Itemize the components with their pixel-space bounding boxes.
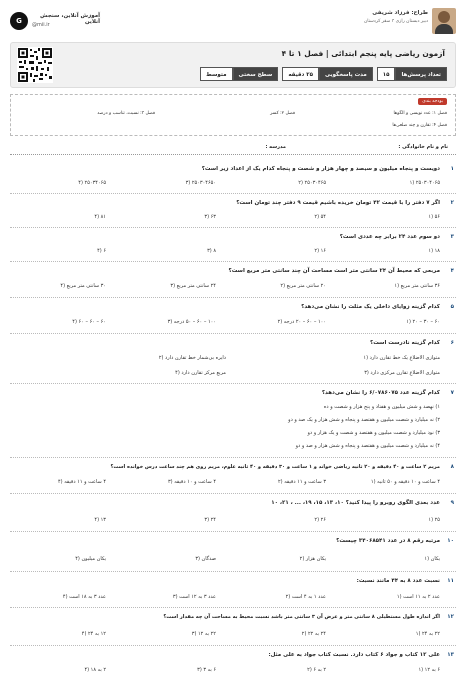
- question-text: مریم ۲ ساعت و ۴۰ دقیقه و ۲۰ ثانیه ریاضی خواند و ۱ ساعت و ۳۰ دقیقه و ۴۰ ثانیه علوم، مریم روی هم چند ساعت درس خوانده است؟: [110, 464, 440, 470]
- option-2[interactable]: ۲۴ به ۲۲ (۲: [301, 631, 326, 637]
- student-info-row: [10, 141, 456, 155]
- option-1[interactable]: ۱۸ (۱: [428, 248, 440, 254]
- exam-title: آزمون ریاضی پایه پنجم ابتدائی | فصل ۱ تا ۴: [281, 49, 445, 58]
- topic-item: فصل ۲: کسر: [270, 111, 295, 116]
- question-text: کدام گزینه زوایای داخلی یک مثلث را نشان می‌دهد؟: [301, 304, 440, 310]
- question-4: [10, 266, 456, 298]
- question-text: دویست و پنجاه میلیون و سیصد و چهار هزار و شصت و پنجاه کدام یک از اعداد زیر است؟: [201, 166, 440, 172]
- option-3[interactable]: ۲۴ (۳: [204, 517, 216, 523]
- option-4[interactable]: ۴) نه میلیارد و شصت میلیون و هفتصد و پنجاه و شش هزار و صد و دو: [295, 443, 440, 449]
- question-text: اگر اندازه طول مستطیلی ۸ سانتی متر و عرض آن ۳ سانتی متر باشد نسبت محیط به مساحت آن چه مقدار است؟: [163, 614, 440, 620]
- author-avatar: [432, 8, 456, 34]
- brand-logo-icon: G: [10, 12, 28, 30]
- option-1[interactable]: ۳۶ سانتی متر مربع (۱: [394, 283, 440, 289]
- option-3[interactable]: ۶۳ (۳: [204, 214, 216, 220]
- option-1[interactable]: ۵۶ (۱: [428, 214, 440, 220]
- brand-handle: @mii.ir: [32, 22, 50, 28]
- option-3[interactable]: ۴ ساعت و ۱۰ دقیقه (۳: [167, 479, 216, 485]
- option-4[interactable]: ۳۰ سانتی متر مربع (۴: [60, 283, 106, 289]
- option-1[interactable]: عدد ۲ به ۱۱ است (۱: [396, 594, 440, 600]
- header: [4, 4, 462, 42]
- option-1[interactable]: ۲۲ به ۲۴ (۱: [415, 631, 440, 637]
- question-number: ۴: [450, 268, 454, 274]
- option-2[interactable]: عدد ۱ به ۴ است (۲: [285, 594, 326, 600]
- question-number: ۹: [450, 500, 454, 506]
- option-4[interactable]: ۴ ساعت و ۱۱ دقیقه (۴: [57, 479, 106, 485]
- option-4[interactable]: ۶۰ – ۶۰ – ۶۰ (۴: [72, 319, 106, 325]
- exam-title-box: [10, 42, 456, 88]
- question-text: دو سوم عدد ۲۴ برابر چه عددی است؟: [339, 234, 440, 240]
- difficulty-value: متوسط: [200, 67, 232, 81]
- difficulty-label: سطح سختی: [233, 67, 279, 81]
- brand-slogan: آموزش آنلاین، سنجش آنلاین: [40, 13, 100, 25]
- topic-item: فصل ۳: نسبت، تناسب و درصد: [97, 111, 155, 116]
- qr-code-icon: [17, 47, 53, 83]
- option-2[interactable]: ۲) نه میلیارد و شصت میلیون و هفتصد و پنجاه و شش هزار و یک صد و دو: [288, 417, 440, 423]
- question-text: عدد بعدی الگوی روبرو را پیدا کنید؟ ۱۰، ۱۳، ۱۵، ۱۹، ... ، ۲۱، ۱۰: [271, 500, 440, 506]
- question-number: ۱۰: [447, 538, 454, 544]
- question-number: ۳: [450, 234, 454, 240]
- question-6: [10, 338, 456, 384]
- option-2[interactable]: ۲۰ سانتی متر مربع (۲: [280, 283, 326, 289]
- option-1[interactable]: ۴ ساعت و ۱۰ دقیقه و ۵۰ ثانیه (۱: [370, 479, 440, 485]
- option-2[interactable]: ۲۵۰۳۰۴۶۵ (۲: [298, 180, 326, 186]
- question-text: اگر ۷ دفتر را با قیمت ۴۲ تومان خریده باشیم قیمت ۹ دفتر چند تومان است؟: [236, 200, 440, 206]
- option-1[interactable]: ۲۵۰۳۰۴۰۶۵ (۱: [409, 180, 440, 186]
- option-3[interactable]: عدد ۳ به ۱۲ است (۳: [172, 594, 216, 600]
- question-text: کدام گزینه نادرست است؟: [370, 340, 440, 346]
- student-name-field[interactable]: نام و نام خانوادگی :: [398, 144, 448, 150]
- exam-stats: [200, 67, 447, 81]
- question-text: کدام گزینه عدد ۶/۰۷۸۶۰۷۵ را نشان می‌دهد؟: [321, 390, 440, 396]
- question-number: ۷: [450, 390, 454, 396]
- option-4[interactable]: ۱۳ (۴: [94, 517, 106, 523]
- option-1[interactable]: ۶۰ – ۳۰ – ۲۰ (۱: [406, 319, 440, 325]
- question-count-value: ۱۵: [377, 67, 396, 81]
- question-number: ۸: [450, 464, 454, 470]
- option-3[interactable]: ۲۴ سانتی متر مربع (۳: [170, 283, 216, 289]
- question-text: مربعی که محیط آن ۲۴ سانتی متر است مساحت آن چند سانتی متر مربع است؟: [228, 268, 440, 274]
- question-13: [10, 650, 456, 682]
- topic-item: فصل ۴: تقارن و چند ضلعی‌ها: [392, 123, 447, 128]
- question-8: [10, 462, 456, 494]
- option-2[interactable]: ۲ به ۶ (۲: [307, 667, 326, 673]
- option-4[interactable]: ۱۲ به ۲۴ (۴: [81, 631, 106, 637]
- author-school: دبیر دبستان رازی ۳ سقز کردستان: [363, 19, 428, 24]
- option-3[interactable]: ۶ به ۳ (۳: [197, 667, 216, 673]
- question-1: [10, 164, 456, 194]
- question-count-label: تعداد پرسش‌ها: [395, 67, 447, 81]
- brand[interactable]: [10, 10, 100, 36]
- question-number: ۵: [450, 304, 454, 310]
- option-4[interactable]: ۸۱ (۴: [94, 214, 106, 220]
- question-11: [10, 576, 456, 608]
- option-2[interactable]: ۲۶ (۲: [314, 517, 326, 523]
- question-text: علی ۱۲ کتاب و جواد ۶ کتاب دارد. نسبت کتاب جواد به علی مثل:: [268, 652, 440, 658]
- option-1[interactable]: ۲۵ (۱: [428, 517, 440, 523]
- duration-value: ۲۵ دقیقه: [282, 67, 319, 81]
- option-1[interactable]: یکان (۱: [424, 556, 440, 562]
- option-4[interactable]: عدد ۳ به ۱۸ است (۴: [62, 594, 106, 600]
- option-1[interactable]: ۶ به ۱۲ (۱: [418, 667, 440, 673]
- option-2[interactable]: ۳ ساعت و ۱۱ دقیقه (۲: [277, 479, 326, 485]
- question-2: [10, 198, 456, 228]
- option-4[interactable]: ۲ به ۱۸ (۴: [84, 667, 106, 673]
- question-number: ۱۲: [447, 614, 454, 620]
- option-2[interactable]: ۵۴ (۲: [314, 214, 326, 220]
- option-2[interactable]: یکان هزار (۲: [299, 556, 326, 562]
- question-3: [10, 232, 456, 262]
- author-name: طراح: فرزاد شریفی: [372, 10, 428, 16]
- topics-badge: بودجه بندی: [418, 98, 447, 105]
- option-1[interactable]: ۱) نهصد و شش میلیون و هفتاد و پنج هزار و شصت و ده: [323, 404, 440, 410]
- option-3[interactable]: ۳) نود میلیارد و شصت میلیون و هفتصد و شصت و یک هزار و دو: [307, 430, 440, 436]
- option-3[interactable]: ۸ (۳: [207, 248, 216, 254]
- option-3[interactable]: متوازی الاضلاع تقارن مرکزی دارد (۳: [364, 370, 440, 376]
- question-text: نسبت عدد ۸ به ۴۴ مانند نسبت:: [356, 578, 440, 584]
- option-3[interactable]: ۱۰۰ – ۶۰ – ۵۰ درجه (۳: [167, 319, 216, 325]
- option-1[interactable]: متوازی الاضلاع یک خط تقارن دارد (۱: [363, 355, 440, 361]
- question-number: ۱: [450, 166, 454, 172]
- option-4[interactable]: ۶ (۴: [97, 248, 106, 254]
- option-3[interactable]: ۲۲ به ۱۲ (۳: [191, 631, 216, 637]
- duration-label: مدت پاسخگویی: [319, 67, 373, 81]
- option-2[interactable]: ۱۰۰ – ۶۰ – ۲۰ درجه (۲: [277, 319, 326, 325]
- option-4[interactable]: یکان میلیون (۴: [75, 556, 106, 562]
- option-2[interactable]: دایره بی‌شمار خط تقارن دارد (۲: [158, 355, 226, 361]
- question-5: [10, 302, 456, 334]
- school-field[interactable]: مدرسه :: [265, 144, 286, 150]
- option-4[interactable]: مربع مرکز تقارن دارد (۴: [175, 370, 226, 376]
- option-3[interactable]: صدگان (۳: [195, 556, 216, 562]
- question-9: [10, 498, 456, 532]
- question-7: [10, 388, 456, 458]
- question-10: [10, 536, 456, 572]
- option-3[interactable]: ۲۵۰۳۰۴۶۵۰ (۳: [185, 180, 216, 186]
- question-number: ۶: [450, 340, 454, 346]
- topic-item: فصل ۱: عدد نویسی و الگوها: [393, 111, 447, 116]
- option-4[interactable]: ۲۵۰۳۴۰۶۵ (۴: [78, 180, 106, 186]
- topics-budget: [10, 94, 456, 136]
- question-number: ۱۳: [447, 652, 454, 658]
- exam-page: [4, 4, 462, 684]
- option-2[interactable]: ۱۶ (۲: [314, 248, 326, 254]
- author-info: [364, 10, 428, 24]
- question-number: ۱۱: [447, 578, 454, 584]
- question-text: مرتبه رقم ۸ در عدد ۳۴۰۶۸۵۴۱ چیست؟: [336, 538, 440, 544]
- question-number: ۲: [450, 200, 454, 206]
- question-12: [10, 612, 456, 646]
